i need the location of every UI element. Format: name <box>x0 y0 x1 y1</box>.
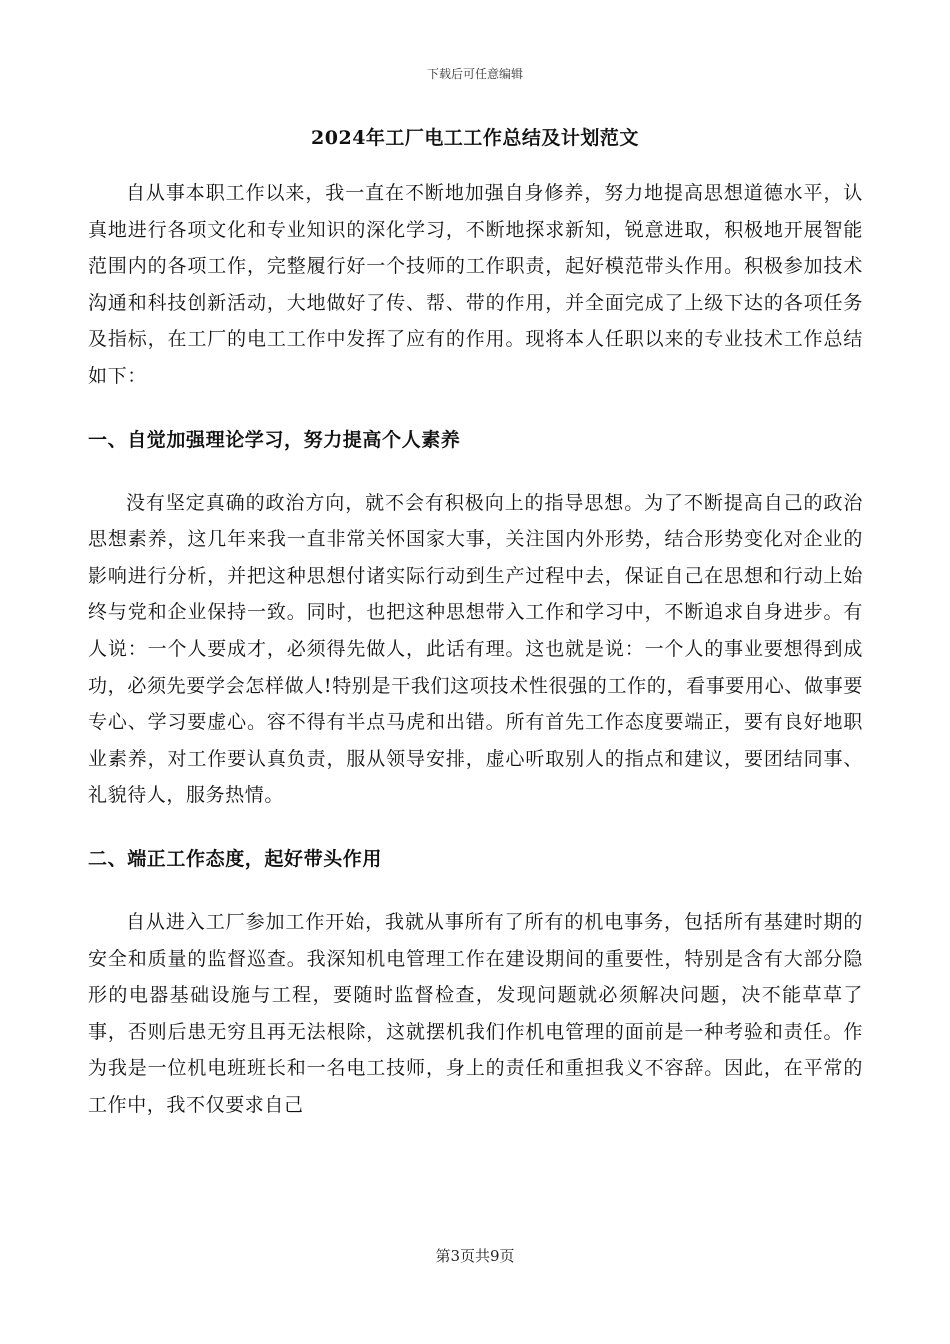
document-title: 2024年工厂电工工作总结及计划范文 <box>311 127 639 149</box>
page-number: 第3页共9页 <box>435 1247 515 1265</box>
section-heading-2: 二、端正工作态度，起好带头作用 <box>88 847 383 870</box>
paragraph-section-1: 没有坚定真确的政治方向，就不会有积极向上的指导思想。为了不断提高自己的政治思想素养，这几年来我一直非常关怀国家大事，关注国内外形势，结合形势变化对企业的影响进行分析，并把这种思想付诸实际行动到生产过程中去，保证自己在思想和行动上始终与党和企业保持一致。同时，也把这种思想带入工作和学习中，不断追求自身进步。有人说：一个人要成才，必须得先做人，此话有理。这也就是说：一个人的事业要想得到成功，必须先要学会怎样做人!特别是干我们这项技术性很强的工作的，看事要用心、做事要专心、学习要虚心。容不得有半点马虎和出错。所有首先工作态度要端正，要有良好地职业素养，对工作要认真负责，服从领导安排，虚心听取别人的指点和建议，要团结同事、礼貌待人，服务热情。 <box>88 491 863 807</box>
header-note: 下载后可任意编辑 <box>426 67 523 81</box>
paragraph-intro: 自从事本职工作以来，我一直在不断地加强自身修养，努力地提高思想道德水平，认真地进行各项文化和专业知识的深化学习，不断地探求新知，锐意进取，积极地开展智能范围内的各项工作，完整履行好一个技师的工作职责，起好模范带头作用。积极参加技术沟通和科技创新活动，大地做好了传、帮、带的作用，并全面完成了上级下达的各项任务及指标，在工厂的电工工作中发挥了应有的作用。现将本人任职以来的专业技术工作总结如下： <box>88 182 863 387</box>
section-heading-1: 一、自觉加强理论学习，努力提高个人素养 <box>88 428 461 451</box>
paragraph-section-2: 自从进入工厂参加工作开始，我就从事所有了所有的机电事务，包括所有基建时期的安全和质量的监督巡查。我深知机电管理工作在建设期间的重要性，特别是含有大部分隐形的电器基础设施与工程，要随时监督检查，发现问题就必须解决问题，决不能草草了事，否则后患无穷且再无法根除，这就摆机我们作机电管理的面前是一种考验和责任。作为我是一位机电班班长和一名电工技师，身上的责任和重担我义不容辞。因此，在平常的工作中，我不仅要求自己 <box>88 910 863 1116</box>
document-body <box>88 175 863 1123</box>
